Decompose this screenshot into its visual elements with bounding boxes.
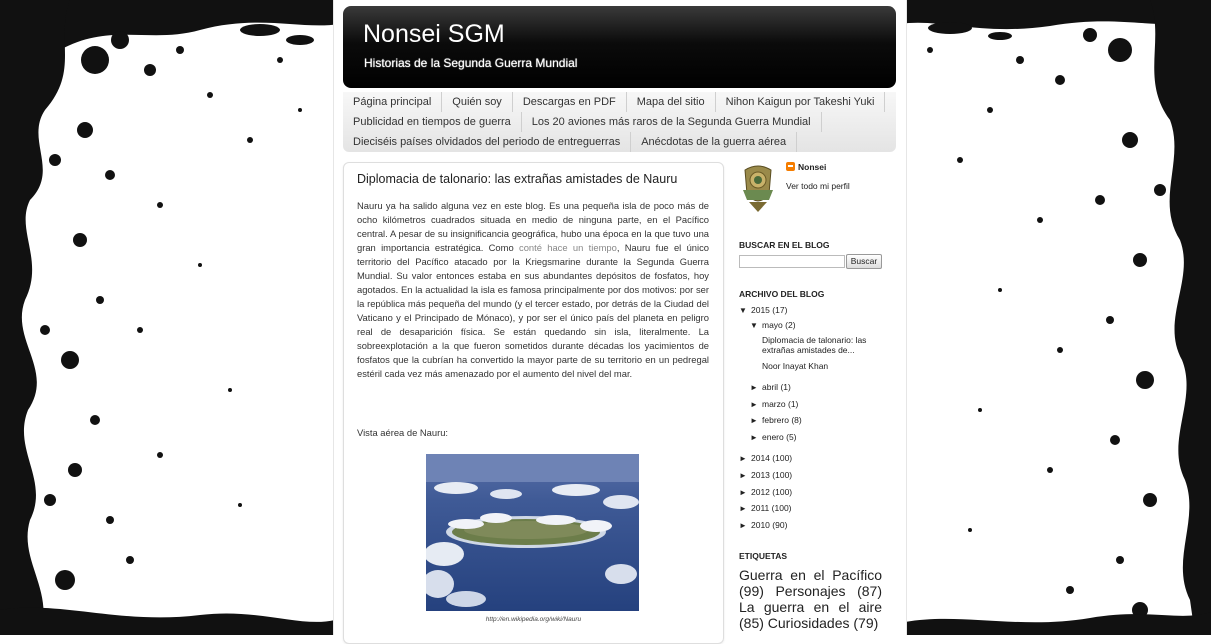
archive-year-count: (100) <box>772 470 793 480</box>
expand-triangle-icon: ► <box>739 454 747 463</box>
image-label: Vista aérea de Nauru: <box>357 427 449 438</box>
post-title[interactable]: Diplomacia de talonario: las extrañas amistades de Nauru <box>357 172 678 186</box>
search-button[interactable]: Buscar <box>846 254 882 269</box>
archive-year-count: (100) <box>771 503 792 513</box>
profile-name-text: Nonsei <box>798 162 827 172</box>
tab-sitemap[interactable]: Mapa del sitio <box>627 92 716 112</box>
archive-year-2012[interactable] <box>739 487 792 497</box>
post-text-part-2: , Nauru fue el único territorio del Pacífico atacado por la Kriegsmarine durante la Segunda Guerra Mundial. Su valor entonces estaba en sus abundantes depósitos de fosfatos, hoy agotados. En la actualidad la isla es famosa principalmente por dos motivos: por ser la república más pequeña del mundo (y el tercer estado, por detrás de la Ciudad del Vaticano y el Principado de Mónaco), y por ser el único país del planeta en peligro real de desaparición física. Se están quedando sin isla, literalmente. La sobreexplotación a la que fueron sometidos durante décadas los yacimientos de fosfatos que la cubrían ha convertido la mayor parte de su territorio en un pedregal estéril cada vez más amenazado por el aumento del nivel del mar. <box>357 242 709 379</box>
archive-month-may[interactable] <box>750 320 796 330</box>
tag-cloud[interactable]: Guerra en el Pacífico (99) Personajes (87) La guerra en el aire (85) Curiosidades (79) <box>739 567 882 631</box>
search-input[interactable] <box>739 255 845 268</box>
expand-triangle-icon: ► <box>739 488 747 497</box>
tab-rare-aircraft[interactable]: Los 20 aviones más raros de la Segunda Guerra Mundial <box>522 112 822 132</box>
archive-post-link[interactable]: Noor Inayat Khan <box>762 361 829 371</box>
archive-year-2014[interactable] <box>739 453 792 463</box>
archive-month-count: (1) <box>780 382 791 392</box>
tab-nihon-kaigun[interactable]: Nihon Kaigun por Takeshi Yuki <box>716 92 886 112</box>
archive-year-2010[interactable] <box>739 520 787 530</box>
page-tabs <box>343 92 896 152</box>
blogger-icon <box>786 162 795 171</box>
post-inline-link[interactable]: conté hace un tiempo <box>519 242 617 253</box>
archive-year-count: (17) <box>772 305 788 315</box>
archive-month-label: abril <box>762 382 779 392</box>
expand-triangle-icon: ► <box>750 433 758 442</box>
archive-month-count: (1) <box>788 399 799 409</box>
archive-month-january[interactable] <box>750 432 797 442</box>
archive-year-label: 2013 <box>751 470 770 480</box>
tab-home[interactable]: Página principal <box>343 92 442 112</box>
archive-month-count: (2) <box>785 320 796 330</box>
profile-name[interactable] <box>786 162 826 172</box>
tab-war-advertising[interactable]: Publicidad en tiempos de guerra <box>343 112 522 132</box>
post-body <box>357 199 709 381</box>
expand-triangle-icon: ► <box>739 521 747 530</box>
archive-month-march[interactable] <box>750 399 798 409</box>
search-heading: BUSCAR EN EL BLOG <box>739 240 830 250</box>
profile-avatar[interactable] <box>739 160 777 214</box>
archive-year-label: 2011 <box>751 503 770 513</box>
archive-year-2015[interactable] <box>739 305 787 315</box>
image-caption: http://en.wikipedia.org/wiki/Nauru <box>485 616 582 623</box>
archive-year-2011[interactable] <box>739 503 792 513</box>
archive-month-label: mayo <box>762 320 783 330</box>
tab-about[interactable]: Quién soy <box>442 92 513 112</box>
blog-title[interactable]: Nonsei SGM <box>363 20 505 48</box>
archive-heading: ARCHIVO DEL BLOG <box>739 289 825 299</box>
archive-month-label: enero <box>762 432 784 442</box>
archive-month-count: (8) <box>791 415 802 425</box>
nauru-aerial-photo[interactable] <box>426 454 639 611</box>
archive-month-label: marzo <box>762 399 786 409</box>
archive-year-count: (100) <box>772 487 793 497</box>
archive-month-february[interactable] <box>750 415 802 425</box>
expand-triangle-icon: ► <box>739 471 747 480</box>
archive-year-label: 2012 <box>751 487 770 497</box>
tab-forgotten-countries[interactable]: Dieciséis países olvidados del periodo de entreguerras <box>343 132 631 152</box>
archive-year-count: (100) <box>772 453 793 463</box>
archive-post-link[interactable]: Diplomacia de talonario: las extrañas amistades de... <box>762 335 867 355</box>
archive-year-label: 2010 <box>751 520 770 530</box>
expand-triangle-icon: ► <box>750 400 758 409</box>
archive-month-count: (5) <box>786 432 797 442</box>
blog-post <box>343 162 724 644</box>
archive-year-count: (90) <box>772 520 788 530</box>
archive-year-label: 2015 <box>751 305 770 315</box>
archive-month-label: febrero <box>762 415 789 425</box>
post-text-part-1: Nauru ya ha salido alguna vez en este blog. Es una pequeña isla de poco más de ocho kilómetros cuadrados situada en medio de ninguna parte, en el Pacífico central. A pesar de su insignificancia geográfica, hubo una época en la que tuvo una gran importancia estratégica. Como <box>357 200 709 253</box>
archive-year-2013[interactable] <box>739 470 792 480</box>
archive-year-label: 2014 <box>751 453 770 463</box>
archive-month-april[interactable] <box>750 382 791 392</box>
blog-header <box>343 6 896 88</box>
expand-triangle-icon: ► <box>750 416 758 425</box>
tab-air-war-anecdotes[interactable]: Anécdotas de la guerra aérea <box>631 132 797 152</box>
tags-heading: ETIQUETAS <box>739 551 788 561</box>
view-profile-link[interactable]: Ver todo mi perfil <box>786 181 850 191</box>
expand-triangle-icon: ► <box>739 504 747 513</box>
expand-triangle-icon: ► <box>750 383 758 392</box>
collapse-triangle-icon: ▼ <box>750 321 758 330</box>
collapse-triangle-icon: ▼ <box>739 306 747 315</box>
tab-pdf-downloads[interactable]: Descargas en PDF <box>513 92 627 112</box>
blog-description: Historias de la Segunda Guerra Mundial <box>364 56 578 70</box>
